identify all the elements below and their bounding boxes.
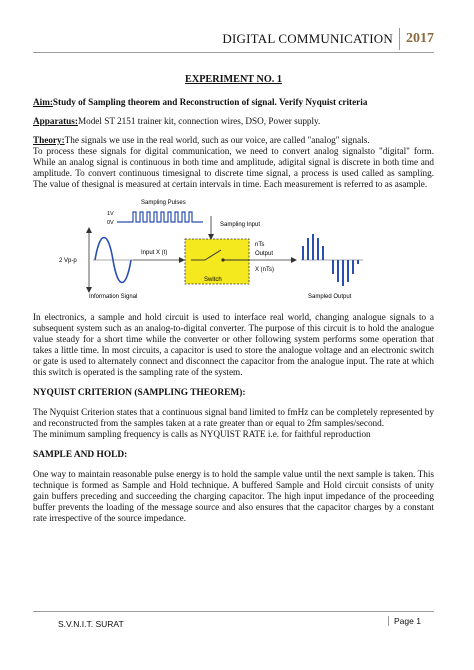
aim-label: Aim: bbox=[33, 97, 53, 107]
aim-paragraph bbox=[33, 97, 434, 108]
v0-label: 0V bbox=[107, 220, 114, 226]
sample-hold-heading: SAMPLE AND HOLD: bbox=[33, 450, 128, 460]
apparatus-paragraph bbox=[33, 116, 434, 127]
x-nts-label: X (nTs) bbox=[255, 267, 275, 273]
amplitude-arrow-head-top bbox=[86, 227, 92, 233]
page-header bbox=[222, 28, 434, 50]
footer-institute: S.V.N.I.T. SURAT bbox=[58, 619, 124, 629]
vpp-label: 2 Vp-p bbox=[59, 258, 77, 264]
output-label: Output bbox=[255, 251, 274, 257]
input-x-label: Input X (t) bbox=[141, 250, 168, 256]
header-year: 2017 bbox=[406, 31, 434, 46]
sample-hold-paragraph: One way to maintain reasonable pulse energy is to hold the sample value until the next sample is taken. This technique is formed as Sample and Hold technique. A buffered Sample and Hold circuit consists of unity gain buffers preceding and succeeding the charging capacitor. The high input impedance of the proceeding buffer prevents the loading of the message source and also ensures that the capacitor charges by a constant rate irrespective of the source impedance. bbox=[33, 469, 434, 523]
output-arrow-head bbox=[291, 257, 297, 263]
nyquist-paragraph-1: The Nyquist Criterion states that a continuous signal band limited to fmHz can be completely represented by and reconstructed from the samples taken at a rate greater than or equal to 2fm samples/second. bbox=[33, 407, 434, 428]
aim-text: Study of Sampling theorem and Reconstruction of signal. Verify Nyquist criteria bbox=[52, 97, 368, 107]
amplitude-arrow-head-bottom bbox=[86, 287, 92, 293]
document-body bbox=[33, 64, 434, 532]
header-title: DIGITAL COMMUNICATION bbox=[222, 28, 400, 50]
sampling-input-label: Sampling Input bbox=[220, 222, 261, 228]
information-signal-label: Information Signal bbox=[89, 294, 138, 300]
header-divider bbox=[33, 52, 434, 53]
experiment-title: EXPERIMENT NO. 1 bbox=[185, 74, 282, 85]
nyquist-heading: NYQUIST CRITERION (SAMPLING THEOREM): bbox=[33, 388, 246, 398]
input-arrow-head bbox=[179, 257, 185, 263]
sampled-output-label: Sampled Output bbox=[308, 294, 352, 300]
theory-paragraph bbox=[33, 135, 434, 190]
theory-text: To process these signals for digital communication, we need to convert analog signalsto "digital" form. While an analog signal is continuous in both time and amplitude, adigital signal is discrete in both time and amplitude. To convert continuous timesignal to discrete time signal, a process is used called as sampling. The value of thesignal is measured at certain intervals in time. Each measurement is referred to as asample. bbox=[33, 146, 434, 189]
sampling-diagram-svg bbox=[33, 194, 434, 302]
apparatus-text: Model ST 2151 trainer kit, connection wires, DSO, Power supply. bbox=[77, 116, 321, 126]
v1-label: 1V bbox=[107, 211, 114, 217]
apparatus-label: Apparatus: bbox=[33, 116, 78, 126]
sampling-pulses-label: Sampling Pulses bbox=[141, 200, 186, 206]
switch-label: Switch bbox=[204, 277, 222, 283]
footer-page-number: Page 1 bbox=[388, 616, 421, 626]
footer-divider bbox=[33, 611, 434, 612]
electronics-paragraph: In electronics, a sample and hold circuit is used to interface real world, changing analogue signals to a subsequent system such as an analog-to-digital converter. The purpose of this circuit is to hold the analogue value steady for a short time while the converter or other following system performs some operation that takes a little time. In most circuits, a capacitor is used to store the analogue voltage and an electronic switch or gate is used to alternately connect and disconnect the capacitor from the analogue input. The rate at which this switch is operated is the sampling rate of the system. bbox=[33, 312, 434, 377]
theory-label: Theory: bbox=[33, 135, 65, 145]
theory-intro: The signals we use in the real world, such as our voice, are called "analog" signals. bbox=[64, 135, 370, 145]
sampling-diagram bbox=[33, 194, 434, 302]
nts-label: nTs bbox=[255, 242, 265, 248]
sampling-pulse-train bbox=[117, 212, 203, 222]
nyquist-paragraph-2: The minimum sampling frequency is calls as NYQUIST RATE i.e. for faithful reproduction bbox=[33, 429, 371, 439]
